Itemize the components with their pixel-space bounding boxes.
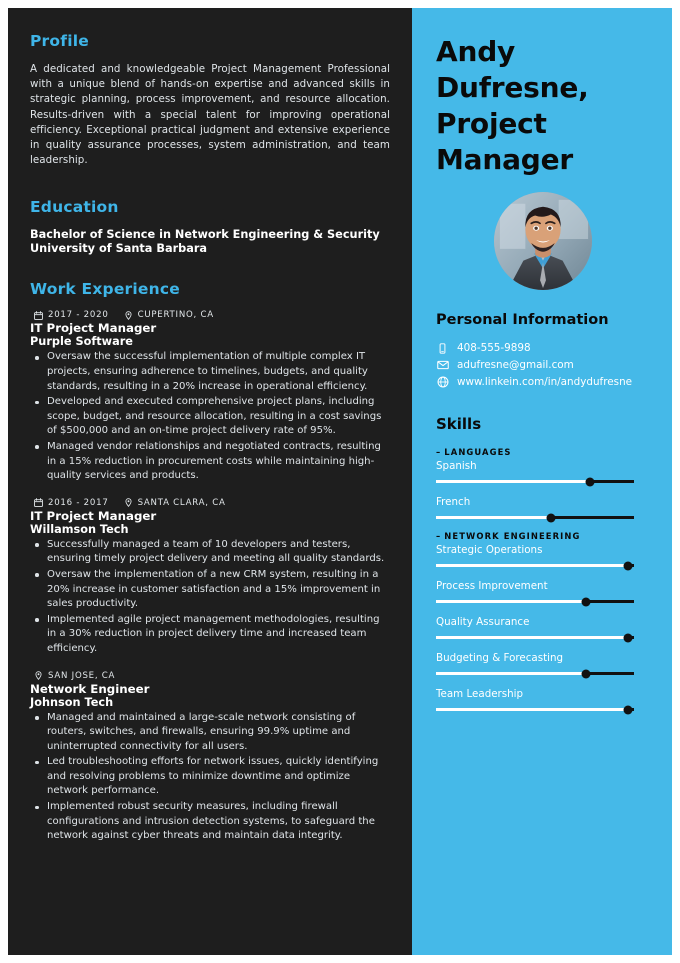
education-degree: Bachelor of Science in Network Engineering & Security (30, 228, 380, 242)
job-bullet: Implemented agile project management methodologies, resulting in a 30% reduction in project delivery time and increased team efficiency. (30, 613, 390, 657)
skill-level-fill (436, 480, 590, 483)
skills-heading: Skills (436, 415, 482, 433)
contact-value: 408-555-9898 (457, 342, 531, 354)
name-line-3: Project (436, 107, 547, 140)
globe-icon (436, 376, 449, 388)
dash-icon: – (436, 531, 442, 541)
work-experience-list (30, 310, 390, 843)
skill-name: Team Leadership (436, 688, 524, 700)
skill-level-knob[interactable] (624, 561, 633, 570)
contact-row[interactable] (436, 341, 650, 355)
skill-level-knob[interactable] (624, 705, 633, 714)
skill-level-fill (436, 600, 586, 603)
work-experience-entry (30, 498, 390, 657)
skill-level-slider[interactable] (436, 636, 634, 639)
calendar-icon (34, 498, 43, 507)
work-experience-heading: Work Experience (30, 280, 180, 299)
skill-name: Process Improvement (436, 580, 548, 592)
skill-level-fill (436, 636, 628, 639)
contact-value: www.linkein.com/in/andydufresne (457, 376, 633, 388)
personal-information-heading: Personal Information (436, 312, 609, 328)
skill-item (436, 459, 650, 483)
right-column (412, 8, 672, 955)
contact-row[interactable] (436, 375, 650, 389)
skill-name: Strategic Operations (436, 544, 543, 556)
skill-level-fill (436, 516, 551, 519)
skill-level-slider[interactable] (436, 516, 634, 519)
skill-name: Quality Assurance (436, 616, 530, 628)
skill-category-label (436, 447, 650, 457)
skill-level-fill (436, 708, 628, 711)
skill-level-knob[interactable] (586, 477, 595, 486)
job-location: CUPERTINO, CA (137, 310, 214, 321)
job-bullet: Successfully managed a team of 10 developers and testers, ensuring timely project delivery and meeting all quality standards. (30, 538, 390, 567)
job-bullet: Led troubleshooting efforts for network issues, quickly identifying and resolving problems to minimize downtime and optimize network performance. (30, 755, 390, 799)
job-title: IT Project Manager (30, 508, 157, 523)
job-bullet: Managed vendor relationships and negotiated contracts, resulting in a 15% reduction in procurement costs while maintaining high-quality services and products. (30, 440, 390, 484)
contact-value: adufresne@gmail.com (457, 359, 574, 371)
job-bullet-list (30, 711, 390, 844)
skill-level-knob[interactable] (624, 633, 633, 642)
job-company: Purple Software (30, 335, 133, 349)
skill-level-slider[interactable] (436, 480, 634, 483)
job-location: SAN JOSE, CA (48, 670, 116, 681)
job-meta (30, 498, 390, 508)
name-line-1: Andy (436, 35, 516, 68)
job-dates: 2017 - 2020 (48, 310, 109, 321)
skill-level-slider[interactable] (436, 564, 634, 567)
map-pin-icon (124, 498, 133, 507)
phone-icon (436, 343, 449, 354)
skill-item (436, 687, 650, 711)
map-pin-icon (124, 311, 133, 320)
job-company: Johnson Tech (30, 695, 114, 709)
skill-level-slider[interactable] (436, 708, 634, 711)
skill-category-name: LANGUAGES (444, 447, 512, 457)
education-heading: Education (30, 198, 119, 217)
job-bullet-list (30, 538, 390, 657)
dash-icon: – (436, 447, 442, 457)
map-pin-icon (34, 671, 43, 680)
avatar-container (436, 192, 650, 290)
job-bullet: Oversaw the implementation of a new CRM system, resulting in a 20% increase in customer satisfaction and a 15% improvement in sales productivity. (30, 568, 390, 612)
skill-name: Budgeting & Forecasting (436, 652, 564, 664)
calendar-icon (34, 311, 43, 320)
name-line-4: Manager (436, 143, 574, 176)
job-bullet-list (30, 350, 390, 483)
skill-level-knob[interactable] (582, 597, 591, 606)
profile-heading: Profile (30, 32, 89, 50)
skill-level-knob[interactable] (582, 669, 591, 678)
job-meta (30, 310, 390, 320)
job-title: IT Project Manager (30, 321, 157, 336)
education-school: University of Santa Barbara (30, 242, 208, 256)
work-experience-entry (30, 671, 390, 844)
skill-category-label (436, 531, 650, 541)
job-meta (30, 671, 390, 681)
skills-list (436, 447, 650, 711)
job-bullet: Oversaw the successful implementation of multiple complex IT projects, ensuring adherence to timelines, budgets, and quality standards, resulting in a 20% increase in operational efficiency. (30, 350, 390, 394)
job-location: SANTA CLARA, CA (137, 497, 226, 508)
skill-item (436, 543, 650, 567)
avatar (494, 192, 592, 290)
skill-level-fill (436, 564, 628, 567)
skill-item (436, 579, 650, 603)
left-column (8, 8, 412, 955)
skill-category-name: NETWORK ENGINEERING (444, 531, 581, 541)
resume-sheet (8, 8, 672, 955)
skill-item (436, 651, 650, 675)
work-experience-entry (30, 310, 390, 483)
profile-body: A dedicated and knowledgeable Project Management Professional with a unique blend of hands-on expertise and advanced skills in strategic planning, process improvement, and resource allocation. Results-driven with a special talent for improving operational efficiency. Exceptional practical judgment and extensive experience in quality assurance processes, system administration, and team leadership. (30, 63, 390, 167)
candidate-name (436, 34, 650, 178)
job-title: Network Engineer (30, 681, 150, 696)
contact-row[interactable] (436, 358, 650, 372)
skill-name: Spanish (436, 460, 477, 472)
skill-level-slider[interactable] (436, 672, 634, 675)
job-bullet: Implemented robust security measures, including firewall configurations and intrusion detection systems, to safeguard the network against cyber threats and maintain data integrity. (30, 800, 390, 844)
job-bullet: Developed and executed comprehensive project plans, including scope, budget, and resource allocation, resulting in a cost savings of $500,000 and an on-time project delivery rate of 95%. (30, 395, 390, 439)
name-line-2: Dufresne, (436, 71, 589, 104)
skill-level-fill (436, 672, 586, 675)
job-bullet: Managed and maintained a large-scale network consisting of routers, switches, and firewalls, ensuring 99.9% uptime and uninterrupted connectivity for all users. (30, 711, 390, 755)
job-company: Willamson Tech (30, 522, 129, 536)
skill-item (436, 495, 650, 519)
contact-list (436, 341, 650, 389)
envelope-icon (436, 359, 449, 371)
job-dates: 2016 - 2017 (48, 497, 109, 508)
skill-level-slider[interactable] (436, 600, 634, 603)
skill-level-knob[interactable] (546, 513, 555, 522)
skill-item (436, 615, 650, 639)
skill-name: French (436, 496, 471, 508)
